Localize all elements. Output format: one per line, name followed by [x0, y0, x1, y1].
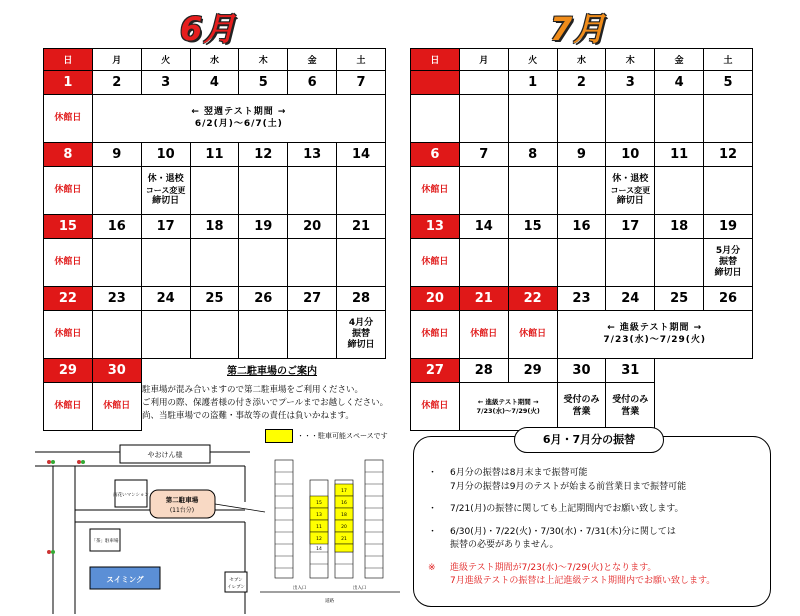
closed-day-cell: 休館日 — [411, 311, 460, 359]
blank-area — [655, 383, 753, 431]
slot-number: 15 — [316, 501, 322, 506]
date-cell: 23 — [557, 287, 606, 311]
closed-day-cell: 休館日 — [411, 383, 460, 431]
mansion-label: 南花いマンション — [113, 493, 149, 498]
date-cell: 21 — [337, 215, 386, 239]
note-line: 締切日 — [616, 195, 644, 206]
empty-cell — [141, 239, 190, 287]
date-cell: 23 — [92, 287, 141, 311]
seven-eleven-label: イレブン — [227, 585, 245, 590]
empty-cell — [92, 167, 141, 215]
reception-only-cell — [606, 383, 655, 431]
empty-cell — [288, 239, 337, 287]
transfer-item — [428, 467, 762, 494]
date-cell: 11 — [190, 143, 239, 167]
date-cell: 26 — [704, 287, 753, 311]
parking-notice — [142, 364, 402, 423]
empty-cell — [704, 95, 753, 143]
closed-day-cell: 休館日 — [44, 383, 93, 431]
note-line: コース変更 — [145, 185, 186, 195]
swimming-label: スイミング — [106, 575, 144, 584]
empty-cell — [190, 311, 239, 359]
transfer-note — [428, 562, 762, 589]
parking-slot — [335, 544, 353, 552]
empty-cell — [190, 239, 239, 287]
date-cell: 27 — [411, 359, 460, 383]
note-line: 締切日 — [347, 340, 375, 351]
slot-number: 11 — [316, 525, 322, 530]
date-cell: 27 — [288, 287, 337, 311]
empty-cell — [508, 167, 557, 215]
date-cell: 3 — [606, 71, 655, 95]
date-cell: 21 — [459, 287, 508, 311]
empty-cell — [288, 311, 337, 359]
date-cell — [459, 71, 508, 95]
date-cell: 19 — [239, 215, 288, 239]
closed-day-cell: 休館日 — [92, 383, 141, 431]
advance-period-line2: 7/23(水)～7/29(火) — [603, 334, 707, 345]
seven-eleven-label: セブン — [229, 578, 243, 583]
date-cell: 20 — [288, 215, 337, 239]
empty-cell — [411, 95, 460, 143]
date-cell: 29 — [44, 359, 93, 383]
slot-number: 20 — [341, 525, 347, 530]
cha-parking-label: 「茶」駐車場 — [91, 539, 119, 544]
date-cell: 10 — [141, 143, 190, 167]
advance-test-small-cell — [459, 383, 557, 431]
date-cell: 2 — [92, 71, 141, 95]
closed-day-cell: 休館日 — [44, 167, 93, 215]
date-cell — [411, 71, 460, 95]
date-cell: 6 — [411, 143, 460, 167]
date-cell: 17 — [141, 215, 190, 239]
date-cell: 5 — [239, 71, 288, 95]
note-line: 休・退校 — [147, 174, 184, 185]
weekday-header: 水 — [190, 49, 239, 71]
transfer-info-box — [413, 433, 771, 607]
date-cell: 12 — [704, 143, 753, 167]
parking-notice-title: 第二駐車場のご案内 — [227, 366, 317, 377]
date-cell: 9 — [557, 143, 606, 167]
deadline-note-cell — [141, 167, 190, 215]
note-line: 営業 — [621, 406, 640, 417]
parking-notice-line: 尚、当駐車場での盗難・事故等の責任は負いかねます。 — [142, 410, 354, 421]
date-cell: 30 — [92, 359, 141, 383]
transfer-note-text: 進級テスト期間が7/23(水)～7/29(火)となります。 — [450, 562, 657, 573]
date-cell: 18 — [655, 215, 704, 239]
date-cell: 13 — [411, 215, 460, 239]
weekday-header: 金 — [655, 49, 704, 71]
entrance-label: 出入口 — [353, 586, 367, 591]
closed-day-cell: 休館日 — [44, 95, 93, 143]
weekday-header: 金 — [288, 49, 337, 71]
date-cell: 2 — [557, 71, 606, 95]
parking-map — [35, 442, 400, 614]
july-calendar — [410, 48, 753, 431]
slot-number: 16 — [341, 501, 347, 506]
weekday-header: 水 — [557, 49, 606, 71]
july-title: 7月 — [550, 10, 607, 48]
advance-test-banner — [557, 311, 752, 359]
closed-day-cell: 休館日 — [44, 239, 93, 287]
date-cell: 3 — [141, 71, 190, 95]
transfer-item — [428, 503, 762, 517]
date-cell: 15 — [44, 215, 93, 239]
note-line: 受付のみ — [563, 395, 600, 406]
weekday-header: 日 — [411, 49, 460, 71]
empty-cell — [337, 167, 386, 215]
parking-legend — [265, 429, 388, 443]
empty-cell — [508, 239, 557, 287]
date-cell: 28 — [337, 287, 386, 311]
date-cell: 6 — [288, 71, 337, 95]
weekday-header: 木 — [239, 49, 288, 71]
note-line: 受付のみ — [612, 395, 649, 406]
empty-cell — [557, 167, 606, 215]
date-cell: 14 — [459, 215, 508, 239]
empty-cell — [141, 311, 190, 359]
advance-period-line1: ← 進級テスト期間 → — [607, 323, 703, 334]
empty-cell — [92, 239, 141, 287]
slot-number: 21 — [341, 537, 347, 542]
empty-cell — [239, 311, 288, 359]
slot-number: 18 — [341, 513, 347, 518]
slot-number: 17 — [341, 489, 347, 494]
date-cell: 29 — [508, 359, 557, 383]
date-cell: 10 — [606, 143, 655, 167]
bullet: ・ — [428, 526, 438, 537]
date-cell: 28 — [459, 359, 508, 383]
road-label: 道路 — [325, 599, 334, 604]
transfer-text: 振替の必要がありません。 — [450, 540, 559, 550]
second-parking-label: 第二駐車場 — [165, 496, 199, 504]
reception-only-cell — [557, 383, 606, 431]
transfer-item — [428, 526, 762, 553]
transfer-text: 6/30(月)・7/22(火)・7/30(水)・7/31(木)分に関しては — [450, 526, 676, 537]
date-cell: 1 — [508, 71, 557, 95]
empty-cell — [704, 167, 753, 215]
empty-cell — [508, 95, 557, 143]
weekday-header: 土 — [704, 49, 753, 71]
weekday-header: 木 — [606, 49, 655, 71]
empty-cell — [190, 167, 239, 215]
weekday-header: 月 — [92, 49, 141, 71]
date-cell: 16 — [557, 215, 606, 239]
legend-text: ・・・駐車可能スペースです — [297, 432, 388, 440]
date-cell: 25 — [190, 287, 239, 311]
date-cell: 4 — [190, 71, 239, 95]
closed-day-cell: 休館日 — [508, 311, 557, 359]
available-space-swatch — [265, 429, 293, 443]
date-cell: 4 — [655, 71, 704, 95]
note-line: 振替 — [718, 256, 737, 267]
empty-cell — [459, 239, 508, 287]
weekday-header: 日 — [44, 49, 93, 71]
connector-line — [215, 504, 265, 512]
slot-number: 12 — [316, 537, 322, 542]
date-cell: 8 — [44, 143, 93, 167]
date-cell: 19 — [704, 215, 753, 239]
date-cell: 20 — [411, 287, 460, 311]
note-line: 7/23(水)～7/29(火) — [476, 406, 540, 415]
note-line: 振替 — [351, 328, 370, 339]
date-cell: 11 — [655, 143, 704, 167]
date-cell: 8 — [508, 143, 557, 167]
date-cell: 24 — [141, 287, 190, 311]
june-title: 6月 — [180, 10, 237, 48]
note-mark: ※ — [428, 562, 436, 573]
weekday-header: 火 — [508, 49, 557, 71]
second-parking-count: (11台分) — [169, 507, 195, 514]
transfer-deadline-cell — [337, 311, 386, 359]
date-cell: 16 — [92, 215, 141, 239]
test-period-line1: ← 翌週テスト期間 → — [191, 107, 287, 118]
blank-area — [655, 359, 753, 383]
date-cell: 9 — [92, 143, 141, 167]
date-cell: 1 — [44, 71, 93, 95]
weekday-header: 火 — [141, 49, 190, 71]
date-cell: 7 — [337, 71, 386, 95]
weekday-header: 土 — [337, 49, 386, 71]
weekday-header: 月 — [459, 49, 508, 71]
date-cell: 30 — [557, 359, 606, 383]
empty-cell — [459, 167, 508, 215]
date-cell: 24 — [606, 287, 655, 311]
note-line: ← 進級テスト期間 → — [477, 398, 539, 407]
test-period-banner — [92, 95, 385, 143]
date-cell: 31 — [606, 359, 655, 383]
note-line: 締切日 — [714, 268, 742, 279]
date-cell: 14 — [337, 143, 386, 167]
closed-day-cell: 休館日 — [459, 311, 508, 359]
note-line: 休・退校 — [612, 174, 649, 185]
transfer-deadline-cell — [704, 239, 753, 287]
note-line: 締切日 — [152, 195, 180, 206]
entrance-label: 出入口 — [293, 586, 307, 591]
date-cell: 22 — [44, 287, 93, 311]
date-cell: 12 — [239, 143, 288, 167]
bullet: ・ — [428, 468, 438, 478]
parking-notice-line: 駐車場が混み合いますので第二駐車場をご利用ください。 — [142, 384, 364, 395]
empty-cell — [655, 167, 704, 215]
empty-cell — [239, 167, 288, 215]
empty-cell — [606, 95, 655, 143]
test-period-line2: 6/2(月)～6/7(土) — [194, 118, 283, 129]
transfer-note-text: 7月進級テストの振替は上記進級テスト期間内でお願い致します。 — [450, 576, 716, 586]
transfer-text: 7/21(月)の振替に関しても上記期間内でお願い致します。 — [450, 504, 684, 514]
empty-cell — [92, 311, 141, 359]
transfer-text: 7月分の振替は9月のテストが始まる前営業日まで振替可能 — [450, 481, 687, 492]
bullet: ・ — [428, 504, 438, 514]
slot-number: 13 — [316, 513, 322, 518]
yaoken-label: やおけん様 — [147, 451, 183, 459]
empty-cell — [288, 167, 337, 215]
empty-cell — [557, 95, 606, 143]
date-cell: 5 — [704, 71, 753, 95]
parking-notice-line: ご利用の際、保護者様の付き添いでプールまでお越しください。 — [142, 397, 389, 408]
empty-cell — [459, 95, 508, 143]
date-cell: 26 — [239, 287, 288, 311]
date-cell: 22 — [508, 287, 557, 311]
closed-day-cell: 休館日 — [411, 167, 460, 215]
date-cell: 17 — [606, 215, 655, 239]
date-cell: 13 — [288, 143, 337, 167]
empty-cell — [337, 239, 386, 287]
empty-cell — [557, 239, 606, 287]
note-line: 5月分 — [715, 245, 741, 256]
empty-cell — [239, 239, 288, 287]
date-cell: 15 — [508, 215, 557, 239]
empty-cell — [655, 239, 704, 287]
date-cell: 7 — [459, 143, 508, 167]
note-line: 4月分 — [348, 317, 374, 328]
slot-number: 14 — [316, 547, 322, 552]
deadline-note-cell — [606, 167, 655, 215]
closed-day-cell: 休館日 — [44, 311, 93, 359]
date-cell: 18 — [190, 215, 239, 239]
empty-cell — [655, 95, 704, 143]
note-line: 営業 — [572, 406, 591, 417]
transfer-text: 6月分の振替は8月末まで振替可能 — [450, 468, 588, 478]
empty-cell — [606, 239, 655, 287]
transfer-title: 6月・7月分の振替 — [514, 427, 664, 453]
date-cell: 25 — [655, 287, 704, 311]
closed-day-cell: 休館日 — [411, 239, 460, 287]
note-line: コース変更 — [610, 185, 651, 195]
